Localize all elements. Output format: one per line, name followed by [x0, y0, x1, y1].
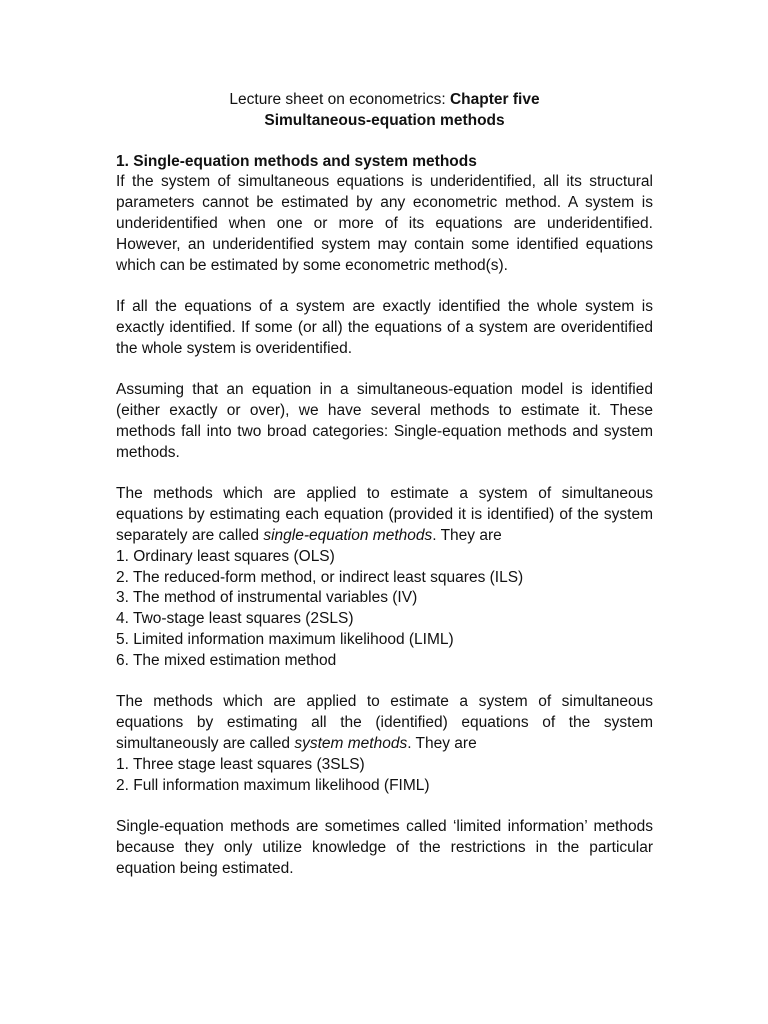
document-page	[116, 90, 653, 879]
list-item: 3. The method of instrumental variables (IV)	[116, 589, 418, 607]
paragraph-methods-categories: Assuming that an equation in a simultaneous-equation model is identified (either exactly or over), we have several methods to estimate it. These methods fall into two broad categories: Single-equation methods and system methods.	[116, 381, 653, 461]
single-methods-list	[116, 547, 653, 672]
list-item: 2. The reduced-form method, or indirect least squares (ILS)	[116, 568, 524, 586]
document-title	[116, 90, 653, 111]
list-item: 1. Three stage least squares (3SLS)	[116, 755, 365, 773]
emphasis-text: single-equation methods	[263, 526, 433, 544]
list-item: 2. Full information maximum likelihood (FIML)	[116, 776, 430, 794]
text-run: The methods which are applied to estimate a system of simultaneous equations by estimating all the (identified) equations of the system simultaneously are called	[116, 693, 653, 752]
text-run: . They are	[432, 526, 502, 544]
title-chapter: Chapter five	[449, 91, 540, 108]
paragraph-single-equation-methods	[116, 484, 653, 546]
text-run: . They are	[407, 734, 477, 752]
list-item: 4. Two-stage least squares (2SLS)	[116, 610, 354, 628]
paragraph-system-methods	[116, 692, 653, 754]
emphasis-text: system methods	[294, 734, 408, 752]
paragraph-exactly-identified: If all the equations of a system are exactly identified the whole system is exactly identified. If some (or all) the equations of a system are overidentified the whole system is overidentified.	[116, 298, 653, 357]
list-item: 1. Ordinary least squares (OLS)	[116, 547, 335, 565]
title-prefix: Lecture sheet on econometrics:	[229, 91, 450, 108]
paragraph-limited-information: Single-equation methods are sometimes called ‘limited information’ methods because they only utilize knowledge of the restrictions in the particular equation being estimated.	[116, 818, 653, 877]
paragraph-underidentified: If the system of simultaneous equations is underidentified, all its structural parameters cannot be estimated by any econometric method. A system is underidentified when one or more of its equations are underidentified. However, an underidentified system may contain some identified equations which can be estimated by some econometric method(s).	[116, 173, 653, 274]
list-item: 6. The mixed estimation method	[116, 651, 337, 669]
system-methods-list	[116, 755, 653, 797]
list-item: 5. Limited information maximum likelihood (LIML)	[116, 630, 454, 648]
document-subtitle: Simultaneous-equation methods	[264, 111, 505, 129]
text-run: The methods which are applied to estimate a system of simultaneous equations by estimating each equation (provided it is identified) of the system separately are called	[116, 485, 653, 544]
section-heading: 1. Single-equation methods and system methods	[116, 152, 477, 170]
